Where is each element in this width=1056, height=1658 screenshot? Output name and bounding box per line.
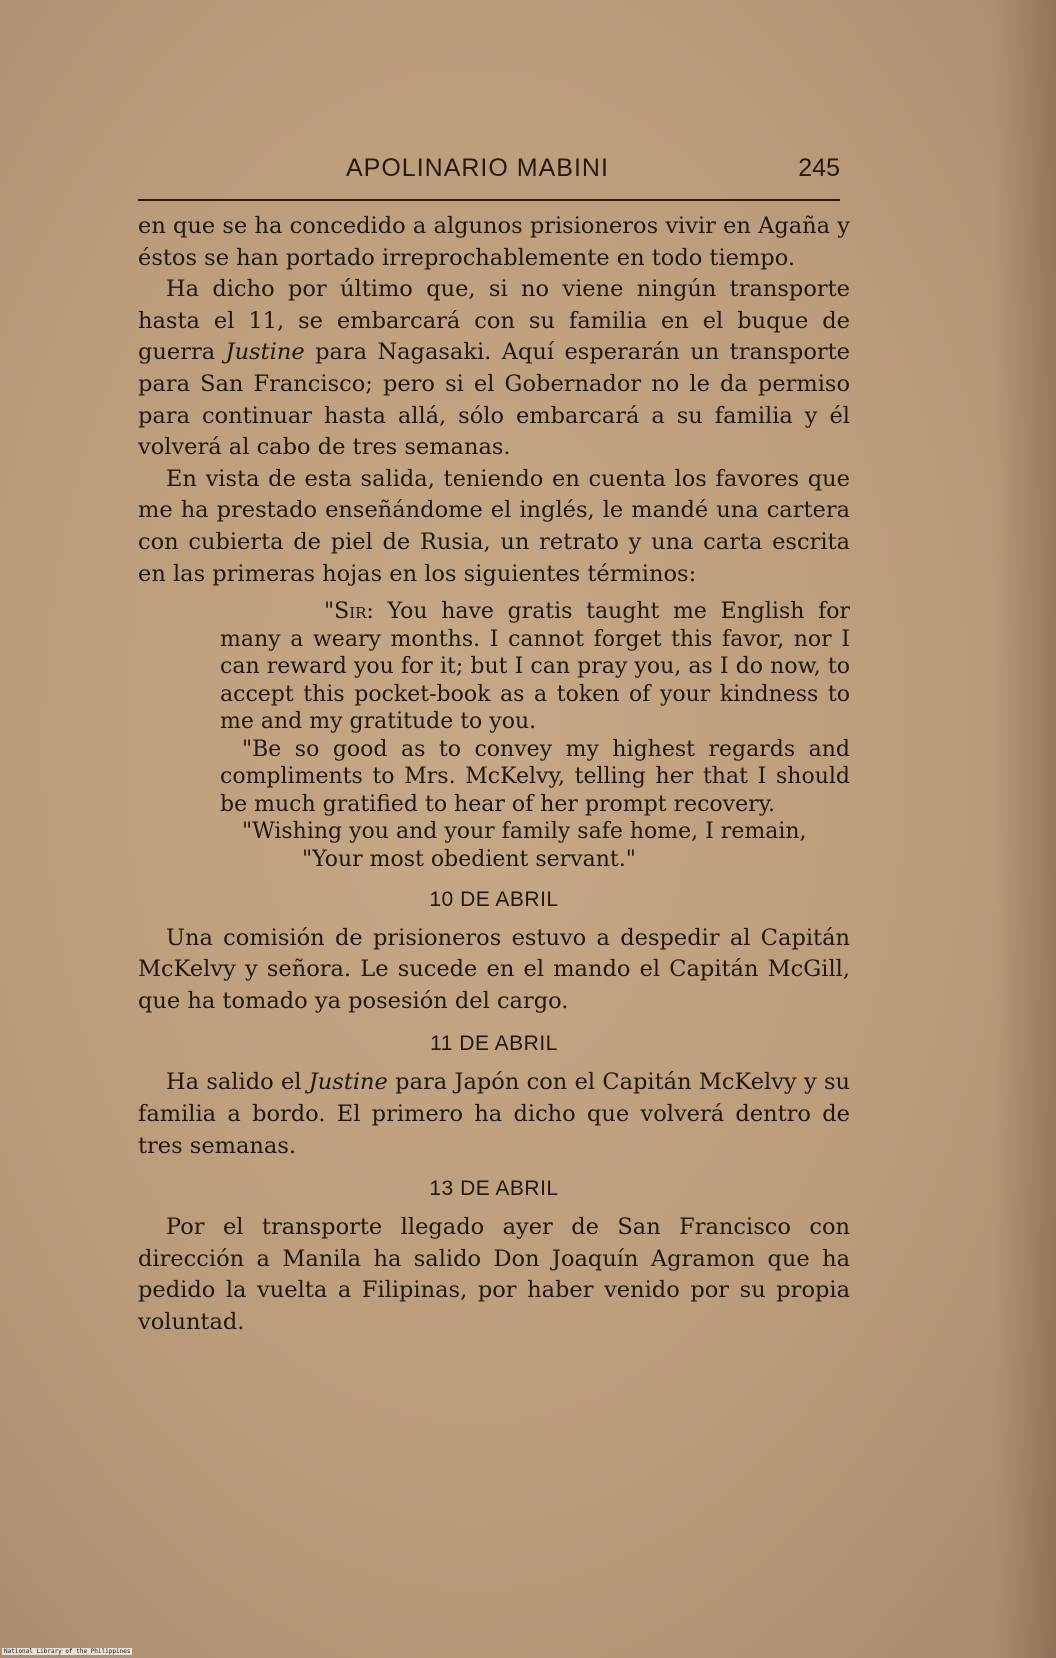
quoted-letter (220, 598, 850, 873)
page-edge-shadow (996, 0, 1056, 1658)
diary-entry: Una comisión de prisioneros estuvo a despedir al Capitán McKelvy y señora. Le sucede en el mando el Capitán McGill, que ha tomado ya posesión del cargo. (138, 924, 850, 1014)
paragraph-text: para Nagasaki. Aquí esperarán un transporte para San Francisco; pero si el Gobernador no le da permiso para continuar hasta allá, sólo embarcará a su familia y él volverá al cabo de tres semanas. (138, 339, 850, 461)
entry-text: Ha salido el (166, 1069, 309, 1096)
letter-salutation: "Sir (324, 599, 367, 625)
ship-name: Justine (225, 339, 305, 366)
letter-paragraph: "Be so good as to convey my highest regards and compliments to Mrs. McKelvy, telling her that I should be much gratified to hear of her prompt recovery. (220, 736, 850, 817)
letter-paragraph (220, 598, 850, 736)
running-title: APOLINARIO MABINI (346, 154, 609, 182)
page-number: 245 (798, 154, 840, 182)
running-header (138, 154, 840, 190)
diary-entry (138, 1067, 850, 1162)
letter-paragraph: "Wishing you and your family safe home, I remain, (242, 819, 807, 845)
header-rule (138, 199, 840, 201)
entry-text: para Japón con el Capitán McKelvy y su familia a bordo. El primero ha dicho que volverá dentro de tres semanas. (138, 1069, 850, 1159)
paragraph-gift: En vista de esta salida, teniendo en cuenta los favores que me ha prestado enseñándome el inglés, le mandé una cartera con cubierta de piel de Rusia, un retrato y una carta escrita en las primeras hojas en los siguientes términos: (138, 465, 850, 587)
paragraph-departure (138, 274, 850, 464)
letter-closing: "Your most obedient servant." (302, 846, 636, 872)
paragraph-continuation: en que se ha concedido a algunos prisioneros vivir en Agaña y éstos se han portado irreprochablemente en todo tiempo. (138, 213, 850, 271)
letter-text: : You have gratis taught me English for many a weary months. I cannot forget this favor, nor I can reward you for it; but I can pray you, as I do now, to accept this pocket-book as a token of your kindness to me and my gratitude to you. (220, 599, 850, 735)
body-text (138, 211, 850, 1339)
ship-name: Justine (308, 1069, 388, 1096)
date-heading: 13 DE ABRIL (429, 1177, 559, 1201)
diary-entry: Por el transporte llegado ayer de San Francisco con dirección a Manila ha salido Don Joaquín Agramon que ha pedido la vuelta a Filipinas, por haber venido por su propia voluntad. (138, 1214, 850, 1335)
date-heading: 10 DE ABRIL (429, 887, 559, 911)
paragraph-text: Ha dicho por último que, si no viene ningún transporte hasta el 11, se embarcará con su familia en el buque de guerra (138, 276, 850, 366)
date-heading: 11 DE ABRIL (430, 1032, 558, 1056)
library-credit: National Library of the Philippines (4, 1648, 131, 1655)
